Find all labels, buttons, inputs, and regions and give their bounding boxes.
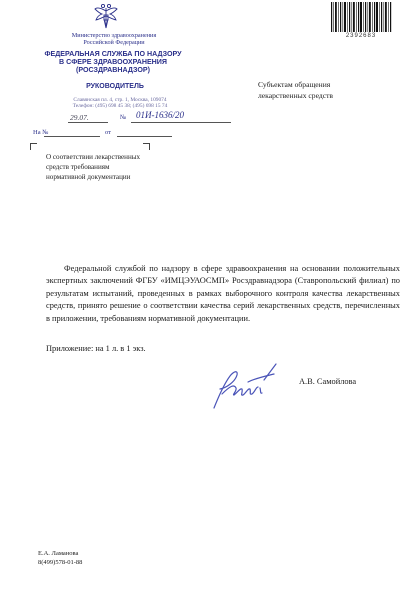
agency-address xyxy=(40,97,200,110)
subject-line: нормативной документации xyxy=(46,173,131,182)
subject-corner-right xyxy=(143,143,150,150)
subject xyxy=(46,152,166,183)
executor-phone: 8(499)578-01-88 xyxy=(38,559,83,566)
ministry-name xyxy=(54,32,174,46)
barcode xyxy=(330,2,392,32)
ministry-line: Министерство здравоохранения xyxy=(71,32,157,39)
handwritten-date: 29.07. xyxy=(70,113,89,122)
subject-line: О соответствии лекарственных xyxy=(46,153,141,161)
executor-name: Е.А. Ламанова xyxy=(38,550,79,557)
handwritten-signature xyxy=(204,358,282,414)
head-title: РУКОВОДИТЕЛЬ xyxy=(86,83,144,90)
address-line: Телефон: (495) 698 45 38; (495) 698 15 74 xyxy=(72,103,168,110)
number-label: № xyxy=(120,114,127,121)
handwritten-number: 01И-1636/20 xyxy=(136,110,184,120)
barcode-number: 2392683 xyxy=(345,33,377,39)
double-headed-eagle-icon xyxy=(93,2,119,30)
recipient xyxy=(258,80,388,101)
reply-to-label: На № xyxy=(33,129,49,136)
agency-line: В СФЕРЕ ЗДРАВООХРАНЕНИЯ xyxy=(58,58,167,67)
ministry-line: Российской Федерации xyxy=(83,39,145,47)
agency-line: ФЕДЕРАЛЬНАЯ СЛУЖБА ПО НАДЗОРУ xyxy=(44,50,182,58)
address-line: Славянская пл. 4, стр. 1, Москва, 109074 xyxy=(73,97,167,103)
letter-body: Федеральной службой по надзору в сфере здравоохранения на основании положительных экспертных заключений ФГБУ «ИМЦЭУАОСМП» Росздравнадзора (Ставропольский филиал) по результатам испытаний, проведенных в рамках выборочного контроля качества лекарственных средств, принято решение о соответствии качества серий лекарственных средств, перечисленных в приложении, требованиям нормативной документации. xyxy=(46,264,400,323)
agency-line: (РОСЗДРАВНАДЗОР) xyxy=(75,66,150,75)
recipient-line: Субъектам обращения xyxy=(258,80,331,89)
date-underline xyxy=(68,122,108,123)
subject-line: средств требованиям xyxy=(46,163,110,172)
recipient-line: лекарственных средств xyxy=(258,90,334,100)
reply-date-underline xyxy=(117,136,172,137)
agency-name xyxy=(28,50,198,74)
reply-number-underline xyxy=(44,136,100,137)
attachment-note: Приложение: на 1 л. в 1 экз. xyxy=(46,344,146,353)
subject-corner-left xyxy=(30,143,37,150)
signer-name: А.В. Самойлова xyxy=(299,377,357,386)
from-label: от xyxy=(105,129,112,136)
number-underline xyxy=(131,122,231,123)
